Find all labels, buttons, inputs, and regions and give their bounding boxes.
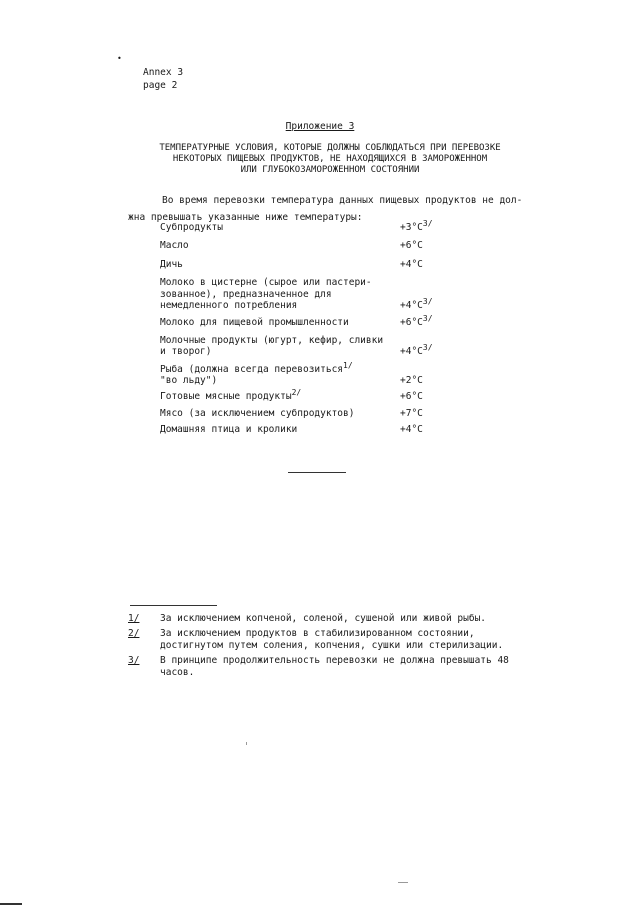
product-name-line: Готовые мясные продукты$^{2/}$ (160, 388, 302, 403)
table-row (160, 424, 440, 435)
temperature-value (400, 296, 440, 311)
product-name (160, 388, 385, 403)
table-row (160, 388, 440, 403)
intro-line: Во время перевозки температура данных пищевых продуктов не дол- (162, 195, 523, 206)
temperature-value (400, 408, 440, 419)
product-name-line: Молочные продукты (югурт, кефир, сливки (160, 334, 384, 346)
product-name (160, 259, 385, 270)
temperature-text: +6°C (400, 240, 423, 252)
temperature-text: +7°C (400, 407, 423, 419)
intro-paragraph (128, 192, 528, 226)
temperature-text: +3°C (400, 222, 423, 233)
footnote-text: За исключением продуктов в стабилизированном состоянии, достигнутом путем соления, копчения, сушки или стерилизации. (160, 628, 504, 651)
footnotes (128, 613, 518, 682)
product-name-line: Субпродукты (160, 222, 223, 233)
product-name-line: и творог) (160, 346, 212, 358)
annex-label: Annex 3 (143, 67, 184, 78)
footnote-mark: 3/ (128, 655, 140, 667)
temperature-value (400, 391, 440, 402)
temperature-value (400, 375, 440, 386)
temperature-text: +4°C (400, 258, 423, 270)
footnote-ref: 3/ (422, 314, 433, 324)
footnote-mark: 1/ (128, 613, 140, 624)
footnote-ref: 3/ (422, 296, 433, 306)
product-name (160, 277, 385, 311)
temperature-value (400, 424, 440, 435)
product-name-line: "во льду") (160, 374, 218, 386)
product-name (160, 424, 385, 435)
footnote (128, 628, 518, 651)
intro-line: жна превышать указанные ниже температуры: (128, 212, 363, 223)
temperature-value (400, 342, 440, 358)
product-name-line: Рыба (должна всегда перевозиться$^{1/}$ (160, 360, 353, 375)
product-name-line: Молоко для пищевой промышленности (160, 317, 349, 329)
scan-mark (246, 742, 247, 745)
product-name (160, 240, 385, 251)
heading-line: ИЛИ ГЛУБОКОЗАМОРОЖЕННОМ СОСТОЯНИИ (240, 165, 420, 175)
document-heading (140, 143, 520, 176)
table-row (160, 259, 440, 270)
table-row (160, 218, 440, 233)
stray-dot: • (117, 54, 122, 63)
temperature-value (400, 240, 440, 251)
temperature-value (400, 218, 440, 233)
product-name (160, 360, 385, 387)
footnote-text: За исключением копченой, соленой, сушеной или живой рыбы. (160, 613, 487, 624)
product-name-line: Домашняя птица и кролики (160, 424, 298, 436)
page-label: page 2 (143, 80, 178, 91)
table-row (160, 335, 440, 358)
heading-line: ТЕМПЕРАТУРНЫЕ УСЛОВИЯ, КОТОРЫЕ ДОЛЖНЫ СОБЛЮДАТЬСЯ ПРИ ПЕРЕВОЗКЕ (159, 143, 501, 153)
footnote-ref: 1/ (343, 360, 353, 370)
temperature-value (400, 314, 440, 329)
product-name-line: Дичь (160, 258, 183, 270)
footnote-ref: 3/ (422, 342, 433, 352)
temperature-text: +6°C (400, 317, 423, 329)
section-divider (288, 472, 346, 473)
product-name (160, 335, 385, 358)
product-name-line: Мясо (за исключением субпродуктов) (160, 407, 355, 419)
footnote-ref: 2/ (291, 388, 302, 398)
annex-title: Приложение 3 (285, 121, 355, 132)
footnote-mark: 2/ (128, 628, 140, 640)
product-name (160, 408, 385, 419)
footnote-ref: 3/ (422, 218, 433, 228)
temperature-table (160, 218, 440, 436)
product-name-line: Молоко в цистерне (сырое или пастери- (160, 277, 372, 289)
page-header (143, 66, 183, 92)
temperature-text: +4°C (400, 424, 423, 436)
table-row (160, 240, 440, 251)
footnote (128, 613, 518, 624)
table-row (160, 314, 440, 329)
product-name (160, 317, 385, 328)
temperature-value (400, 259, 440, 270)
table-row (160, 277, 440, 311)
temperature-text: +2°C (400, 374, 423, 386)
table-row (160, 360, 440, 387)
table-row (160, 408, 440, 419)
temperature-text: +4°C (400, 346, 423, 358)
product-name-line: зованное), предназначенное для (160, 288, 332, 300)
product-name-line: немедленного потребления (160, 299, 298, 311)
heading-line: НЕКОТОРЫХ ПИЩЕВЫХ ПРОДУКТОВ, НЕ НАХОДЯЩИХСЯ В ЗАМОРОЖЕННОМ (172, 154, 488, 164)
footnote-rule (130, 605, 217, 606)
footnote-text: В принципе продолжительность перевозки не должна превышать 48 часов. (160, 655, 509, 678)
footnote (128, 655, 518, 678)
temperature-text: +6°C (400, 391, 423, 403)
product-name (160, 222, 385, 233)
product-name-line: Масло (160, 240, 189, 252)
scan-mark (398, 882, 408, 883)
temperature-text: +4°C (400, 299, 423, 311)
